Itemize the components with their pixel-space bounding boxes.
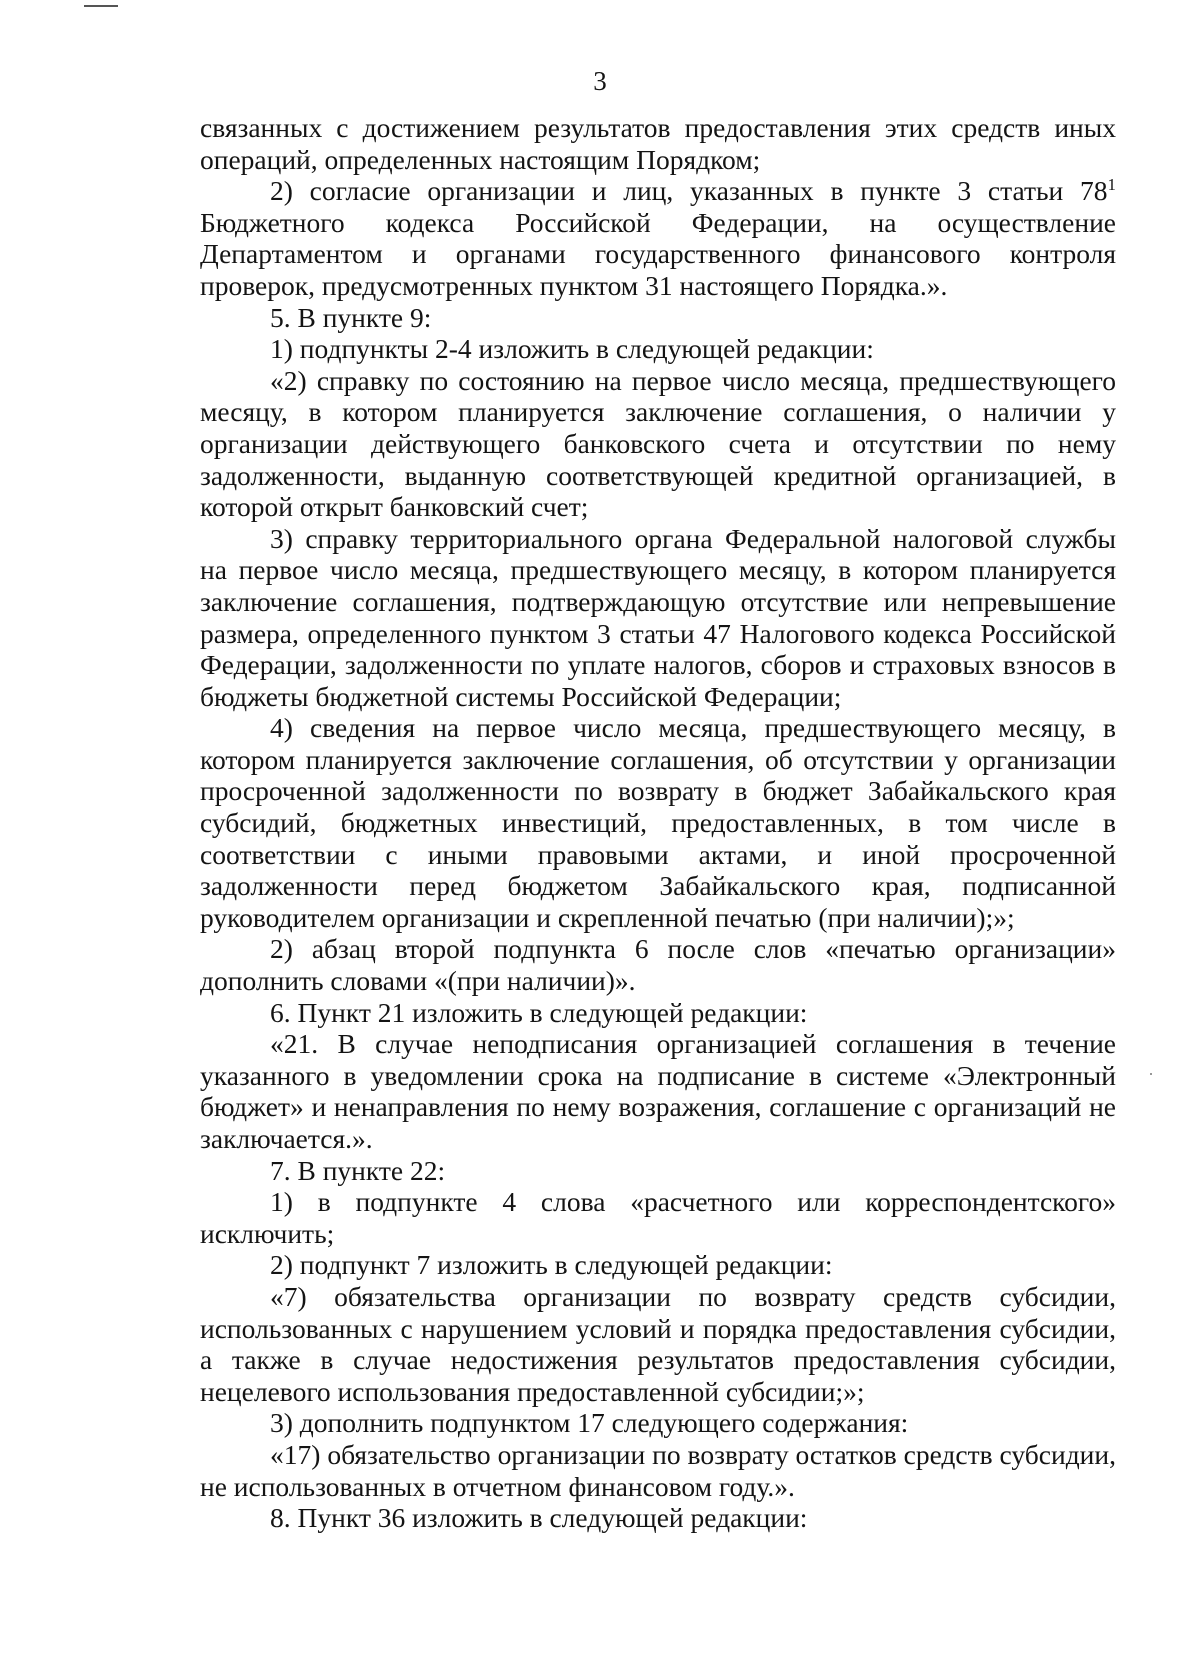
paragraph-bank-certificate: «2) справку по состоянию на первое число месяца, предшествующего месяцу, в котором планируется заключение соглашения, о наличии у организации действующего банковского счета и отсутствии по нему задолженности, выданную соответствующей кредитной организацией, в которой открыт банковский счет; [200, 364, 1116, 523]
paragraph-item-8: 8. Пункт 36 изложить в следующей редакции: [270, 1502, 808, 1534]
paragraph-consent-clause: 2) согласие организации и лиц, указанных в пункте 3 статьи $78^1$ Бюджетного кодекса Российской Федерации, на осуществление Департаментом и органами государственного финансового контроля проверок, предусмотренных пунктом 31 настоящего Порядка.». [200, 175, 1116, 301]
paragraph-subitems-2-4: 1) подпункты 2-4 изложить в следующей редакции: [270, 333, 874, 365]
paragraph-debt-info: 4) сведения на первое число месяца, предшествующего месяцу, в котором планируется заключение соглашения, об отсутствии у организации просроченной задолженности по возврату в бюджет Забайкальского края субсидий, бюджетных инвестиций, предоставленных, в том числе в соответствии с иными правовыми актами, и иной просроченной задолженности перед бюджетом Забайкальского края, подписанной руководителем организации и скрепленной печатью (при наличии);»; [200, 712, 1116, 933]
paragraph-subitem-4-change: 1) в подпункте 4 слова «расчетного или корреспондентского» исключить; [200, 1186, 1116, 1249]
paragraph-subitem-7-text: «7) обязательства организации по возврату средств субсидии, использованных с нарушением условий и порядка предоставления субсидии, а также в случае недостижения результатов предоставления субсидии, нецелевого использования предоставленной субсидии;»; [200, 1280, 1116, 1407]
paragraph-item-7: 7. В пункте 22: [270, 1154, 446, 1186]
paragraph-continuation: связанных с достижением результатов предоставления этих средств иных операций, определенных настоящим Порядком; [200, 112, 1116, 175]
paragraph-tax-certificate: 3) справку территориального органа Федеральной налоговой службы на первое число месяца, предшествующего месяцу, в котором планируется заключение соглашения, подтверждающую отсутствие или непревышение размера, определенного пунктом 3 статьи 47 Налогового кодекса Российской Федерации, задолженности по уплате налогов, сборов и страховых взносов в бюджеты бюджетной системы Российской Федерации; [200, 522, 1116, 712]
paragraph-subitem-17-text: «17) обязательство организации по возврату остатков средств субсидии, не использованных в отчетном финансовом году.». [200, 1438, 1116, 1502]
page-number: 3 [593, 66, 607, 96]
document-body [200, 112, 1116, 1534]
paragraph-item-21-text: «21. В случае неподписания организацией соглашения в течение указанного в уведомлении срока на подписание в системе «Электронный бюджет» и ненаправления по нему возражения, соглашение с организаций не заключается.». [200, 1028, 1116, 1154]
paragraph-item-6: 6. Пункт 21 изложить в следующей редакции: [270, 996, 808, 1028]
paragraph-subitem-17-intro: 3) дополнить подпунктом 17 следующего содержания: [270, 1407, 909, 1439]
paragraph-item-5: 5. В пункте 9: [270, 301, 432, 333]
paragraph-subitem-6-amendment: 2) абзац второй подпункта 6 после слов «печатью организации» дополнить словами «(при наличии)». [200, 933, 1116, 997]
scan-corner-mark [84, 5, 118, 7]
paragraph-subitem-7-intro: 2) подпункт 7 изложить в следующей редакции: [270, 1249, 833, 1281]
scan-speck [1150, 1073, 1152, 1075]
